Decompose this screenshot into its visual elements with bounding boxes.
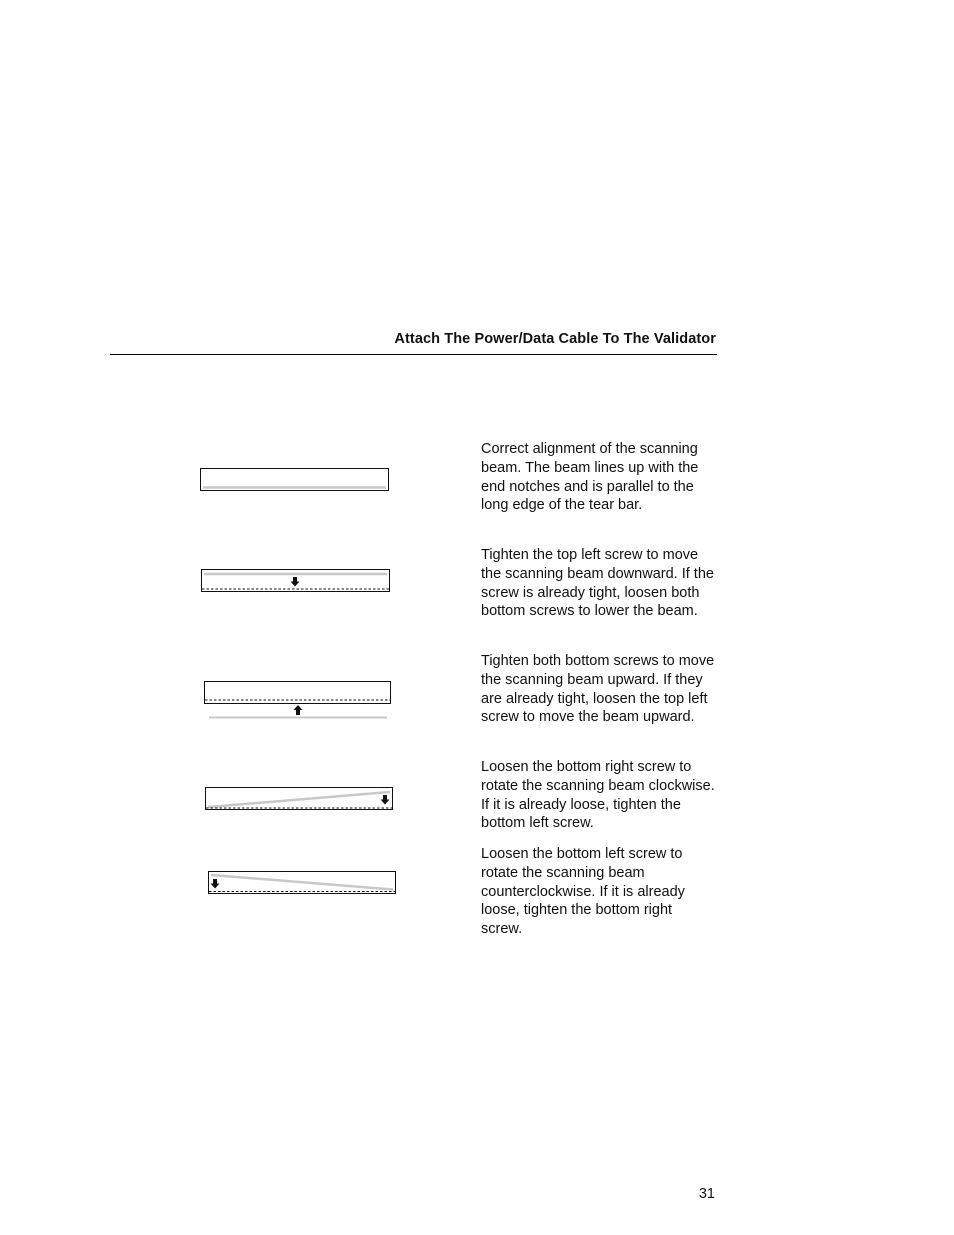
page-number: 31	[698, 1186, 715, 1202]
figure-move-beam-down	[201, 569, 391, 595]
figure-correct-alignment	[200, 468, 390, 494]
step-3-description: Tighten both bottom screws to move the scanning beam upward. If they are already tight, loosen the top left screw to move the beam upward.	[481, 653, 715, 726]
figure-rotate-counterclockwise	[208, 871, 398, 897]
step-2-description: Tighten the top left screw to move the scanning beam downward. If the screw is already tight, loosen both bottom screws to lower the beam.	[481, 547, 714, 620]
figure-move-beam-up	[204, 681, 394, 721]
step-1-description: Correct alignment of the scanning beam. The beam lines up with the end notches and is parallel to the long edge of the tear bar.	[481, 441, 699, 514]
step-4-description: Loosen the bottom right screw to rotate the scanning beam clockwise. If it is already loose, tighten the bottom left screw.	[481, 759, 715, 832]
header-rule	[110, 354, 717, 355]
figure-rotate-clockwise	[205, 787, 395, 813]
running-header-title: Attach The Power/Data Cable To The Validator	[394, 331, 716, 347]
step-5-description: Loosen the bottom left screw to rotate the scanning beam counterclockwise. If it is already loose, tighten the bottom right screw.	[481, 846, 685, 938]
up-arrow-icon	[294, 705, 303, 715]
